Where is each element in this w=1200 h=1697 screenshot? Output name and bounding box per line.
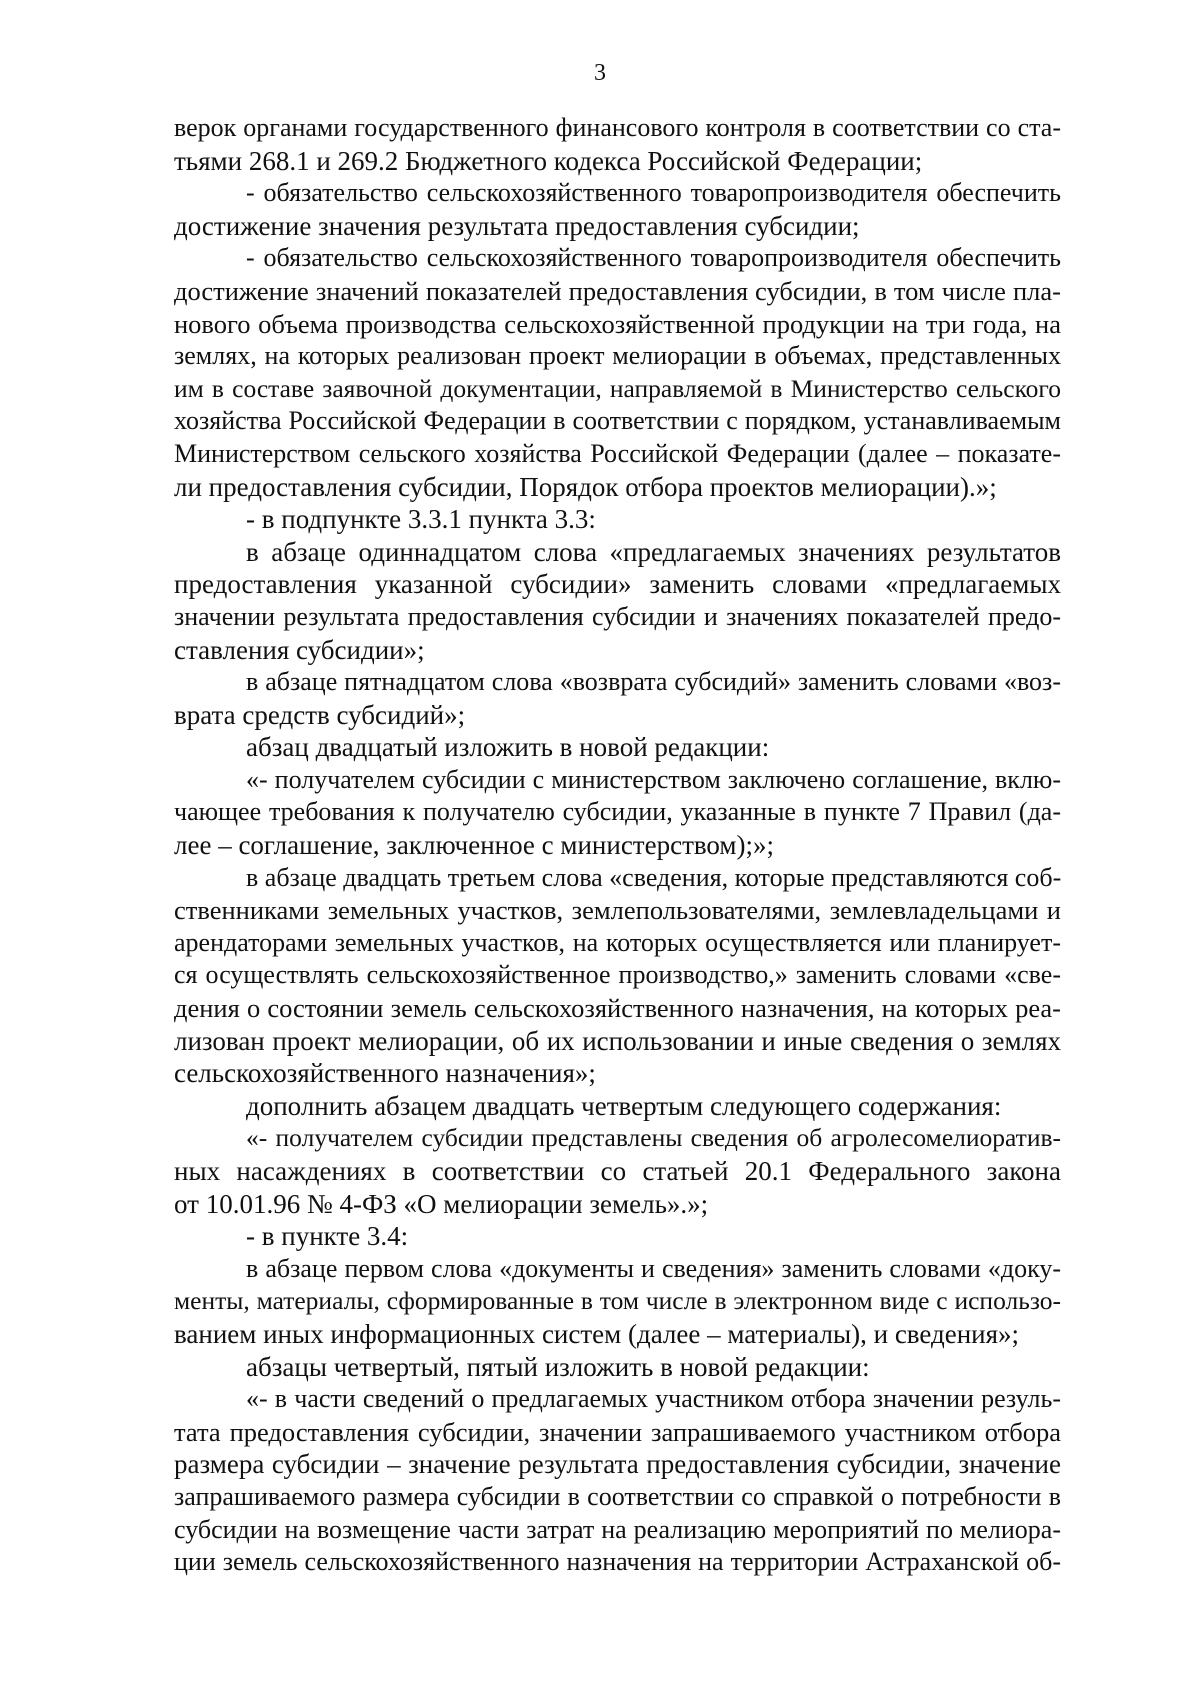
text-line: размера субсидии – значение результата предоставления субсидии, значение xyxy=(174,1449,1061,1480)
text-line: дополнить абзацем двадцать четвертым следующего содержания: xyxy=(246,1090,1002,1121)
text-line: лее – соглашение, заключенное с министерством);»; xyxy=(174,830,774,861)
text-line: им в составе заявочной документации, направляемой в Министерство сельского xyxy=(174,373,1061,403)
text-line: абзац двадцатый изложить в новой редакции: xyxy=(246,732,770,763)
text-line: верок органами государственного финансового контроля в соответствии со ста- xyxy=(174,113,1061,142)
text-line: в абзаце двадцать третьем слова «сведения, которые представляются соб- xyxy=(246,862,1062,892)
text-line: хозяйства Российской Федерации в соответствии с порядком, устанавливаемым xyxy=(174,406,1061,436)
text-line: ли предоставления субсидии, Порядок отбора проектов мелиорации).»; xyxy=(174,471,997,502)
text-line: менты, материалы, сформированные в том числе в электронном виде с использо- xyxy=(174,1286,1061,1316)
text-line: - в пункте 3.4: xyxy=(246,1221,409,1252)
text-line: - обязательство сельскохозяйственного товаропроизводителя обеспечить xyxy=(246,178,1061,208)
text-line: тьями 268.1 и 269.2 Бюджетного кодекса Российской Федерации; xyxy=(174,145,923,176)
text-line: лизован проект мелиорации, об их использовании и иные сведения о землях xyxy=(174,1025,1061,1056)
document-body xyxy=(174,112,1061,1579)
text-line: дения о состоянии земель сельскохозяйственного назначения, на которых реа- xyxy=(174,993,1061,1024)
text-line: чающее требования к получателю субсидии, указанные в пункте 7 Правил (да- xyxy=(174,797,1061,827)
text-line: в абзаце одиннадцатом слова «предлагаемых значениях результатов xyxy=(246,536,1061,567)
text-line: субсидии на возмещение части затрат на реализацию мероприятий по мелиора- xyxy=(174,1514,1061,1544)
text-line: землях, на которых реализован проект мелиорации в объемах, представленных xyxy=(174,341,1061,371)
text-line: значении результата предоставления субсидии и значениях показателей предо- xyxy=(174,601,1061,631)
text-line: ции земель сельскохозяйственного назначения на территории Астраханской об- xyxy=(174,1547,1061,1577)
text-line: ванием иных информационных систем (далее – материалы), и сведения»; xyxy=(174,1318,1020,1349)
text-line: ставления субсидии»; xyxy=(174,634,425,665)
text-line: - обязательство сельскохозяйственного товаропроизводителя обеспечить xyxy=(246,243,1061,273)
text-line: абзацы четвертый, пятый изложить в новой редакции: xyxy=(246,1351,870,1382)
text-line: предоставления указанной субсидии» заменить словами «предлагаемых xyxy=(174,569,1061,600)
text-line: достижение значения результата предоставления субсидии; xyxy=(174,210,860,241)
text-line: тата предоставления субсидии, значении запрашиваемого участником отбора xyxy=(174,1416,1061,1447)
text-line: в абзаце пятнадцатом слова «возврата субсидий» заменить словами «воз- xyxy=(246,667,1061,697)
text-line: «- в части сведений о предлагаемых участником отбора значении резуль- xyxy=(246,1384,1061,1414)
text-line: достижение значений показателей предоставления субсидии, в том числе пла- xyxy=(174,275,1061,306)
text-line: нового объема производства сельскохозяйственной продукции на три года, на xyxy=(174,308,1061,339)
text-line: сельскохозяйственного назначения»; xyxy=(174,1058,596,1089)
text-line: врата средств субсидий»; xyxy=(174,699,466,730)
text-line: в абзаце первом слова «документы и сведения» заменить словами «доку- xyxy=(246,1253,1061,1283)
text-line: ся осуществлять сельскохозяйственное производство,» заменить словами «све- xyxy=(174,960,1061,990)
text-line: Министерством сельского хозяйства Российской Федерации (далее – показате- xyxy=(174,438,1061,468)
text-line: «- получателем субсидии представлены сведения об агролесомелиоратив- xyxy=(246,1123,1061,1153)
page-number: 3 xyxy=(594,60,606,86)
text-line: ных насаждениях в соответствии со статьей 20.1 Федерального закона xyxy=(174,1156,1061,1186)
text-line: запрашиваемого размера субсидии в соответствии со справкой о потребности в xyxy=(174,1481,1061,1511)
text-line: «- получателем субсидии с министерством заключено соглашение, вклю- xyxy=(246,764,1061,794)
text-line: ственниками земельных участков, землепользователями, землевладельцами и xyxy=(174,895,1061,926)
text-line: - в подпункте 3.3.1 пункта 3.3: xyxy=(246,504,596,535)
text-line: от 10.01.96 № 4-ФЗ «О мелиорации земель».»; xyxy=(174,1188,709,1219)
text-line: арендаторами земельных участков, на которых осуществляется или планирует- xyxy=(174,927,1061,957)
